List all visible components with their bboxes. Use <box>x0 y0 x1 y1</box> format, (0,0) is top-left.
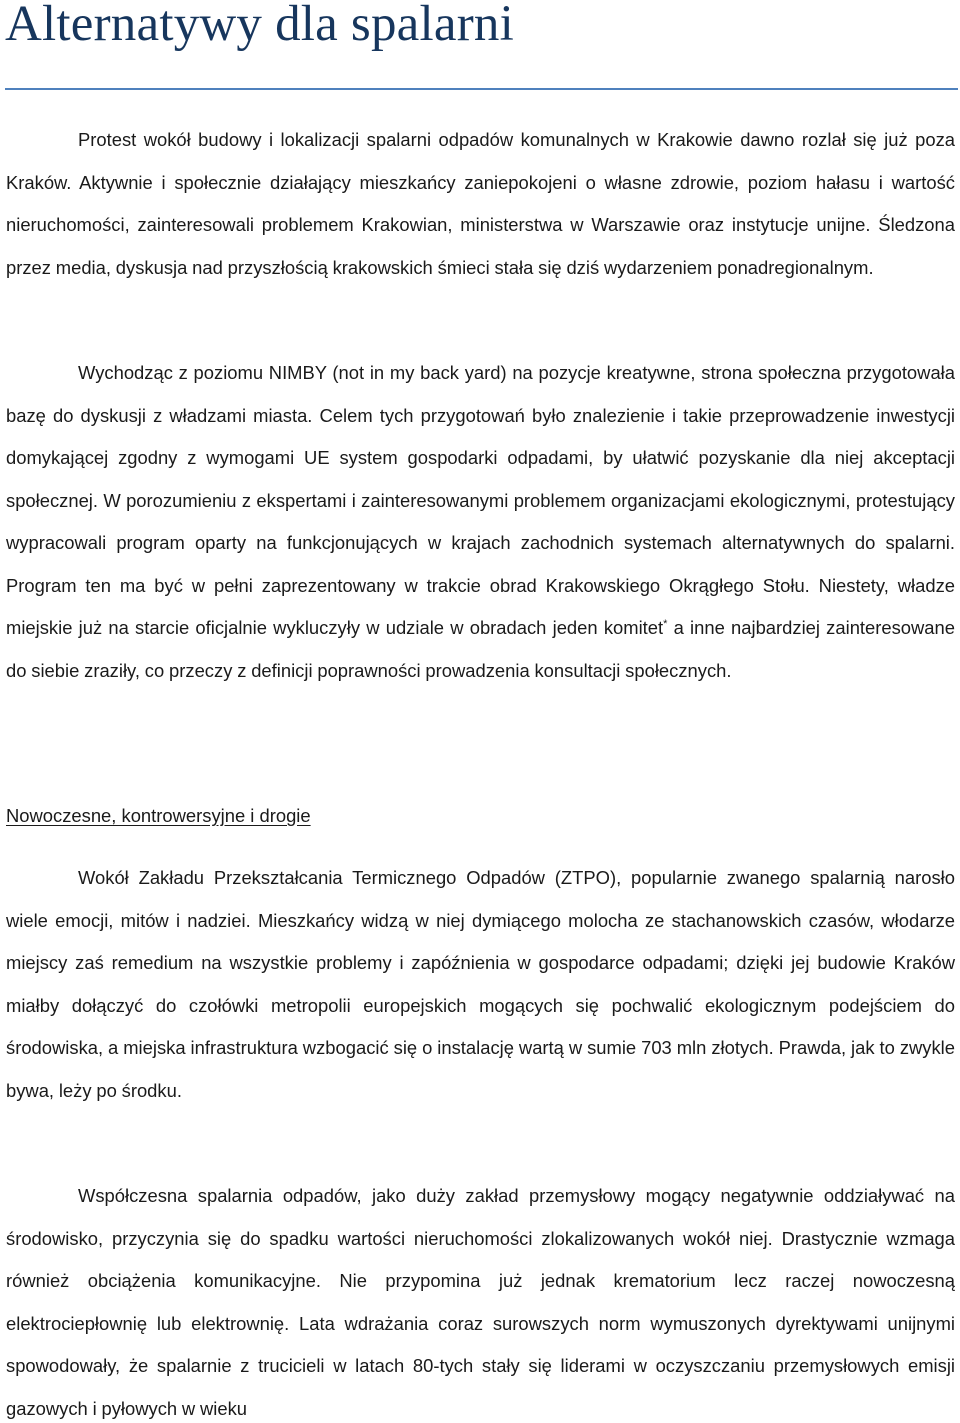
paragraph-1: Protest wokół budowy i lokalizacji spalarni odpadów komunalnych w Krakowie dawno rozlał się już poza Kraków. Aktywnie i społecznie działający mieszkańcy zaniepokojeni o własne zdrowie, poziom hałasu i wartość nieruchomości, zainteresowali problemem Krakowian, ministerstwa w Warszawie oraz instytucje unijne. Śledzona przez media, dyskusja nad przyszłością krakowskich śmieci stała się dziś wydarzeniem ponadregionalnym. <box>6 129 955 278</box>
paragraph-2-text-tail: a inne najbardziej zainteresowane do siebie zraziły, co przeczy z definicji poprawności prowadzenia konsultacji społecznych. <box>6 617 955 681</box>
paragraph-4: Współczesna spalarnia odpadów, jako duży zakład przemysłowy mogący negatywnie oddziaływać na środowisko, przyczynia się do spadku wartości nieruchomości zlokalizowanych wokół niej. Drastycznie wzmaga również obciążenia komunikacyjne. Nie przypomina już jednak krematorium lecz raczej nowoczesną elektrociepłownię lub elektrownię. Lata wdrażania coraz surowszych norm wymuszonych dyrektywami unijnymi spowodowały, że spalarnie z trucicieli w latach 80-tych stały się liderami w oczyszczaniu przemysłowych emisji gazowych i pyłowych w wieku <box>6 1185 955 1419</box>
section-heading: Nowoczesne, kontrowersyjne i drogie <box>6 805 311 826</box>
title-divider <box>5 88 958 90</box>
paragraph-2 <box>6 352 955 692</box>
paragraph-3: Wokół Zakładu Przekształcania Termicznego Odpadów (ZTPO), popularnie zwanego spalarnią narosło wiele emocji, mitów i nadziei. Mieszkańcy widzą w niej dymiącego molocha ze stachanowskich czasów, włodarze miejscy zaś remedium na wszystkie problemy i zapóźnienia w gospodarce odpadami; dzięki jej budowie Kraków miałby dołączyć do czołówki metropolii europejskich mogących się pochwalić ekologicznym podejściem do środowiska, a miejska infrastruktura wzbogacić się o instalację wartą w sumie 703 mln złotych. Prawda, jak to zwykle bywa, leży po środku. <box>6 867 955 1101</box>
paragraph-2-text-main: Wychodząc z poziomu NIMBY (not in my back yard) na pozycje kreatywne, strona społeczna przygotowała bazę do dyskusji z władzami miasta. Celem tych przygotowań było znalezienie i takie przeprowadzenie inwestycji domykającej zgodny z wymogami UE system gospodarki odpadami, by ułatwić pozyskanie dla niej akceptacji społecznej. W porozumieniu z ekspertami i zainteresowanymi problemem organizacjami ekologicznymi, protestujący wypracowali program oparty na funkcjonujących w krajach zachodnich systemach alternatywnych do spalarni. Program ten ma być w pełni zaprezentowany w trakcie obrad Krakowskiego Okrągłego Stołu. Niestety, władze miejskie już na starcie oficjalnie wykluczyły w udziale w obradach jeden komitet <box>6 362 955 638</box>
footnote-marker: * <box>663 618 668 630</box>
page-title: Alternatywy dla spalarni <box>5 0 514 52</box>
